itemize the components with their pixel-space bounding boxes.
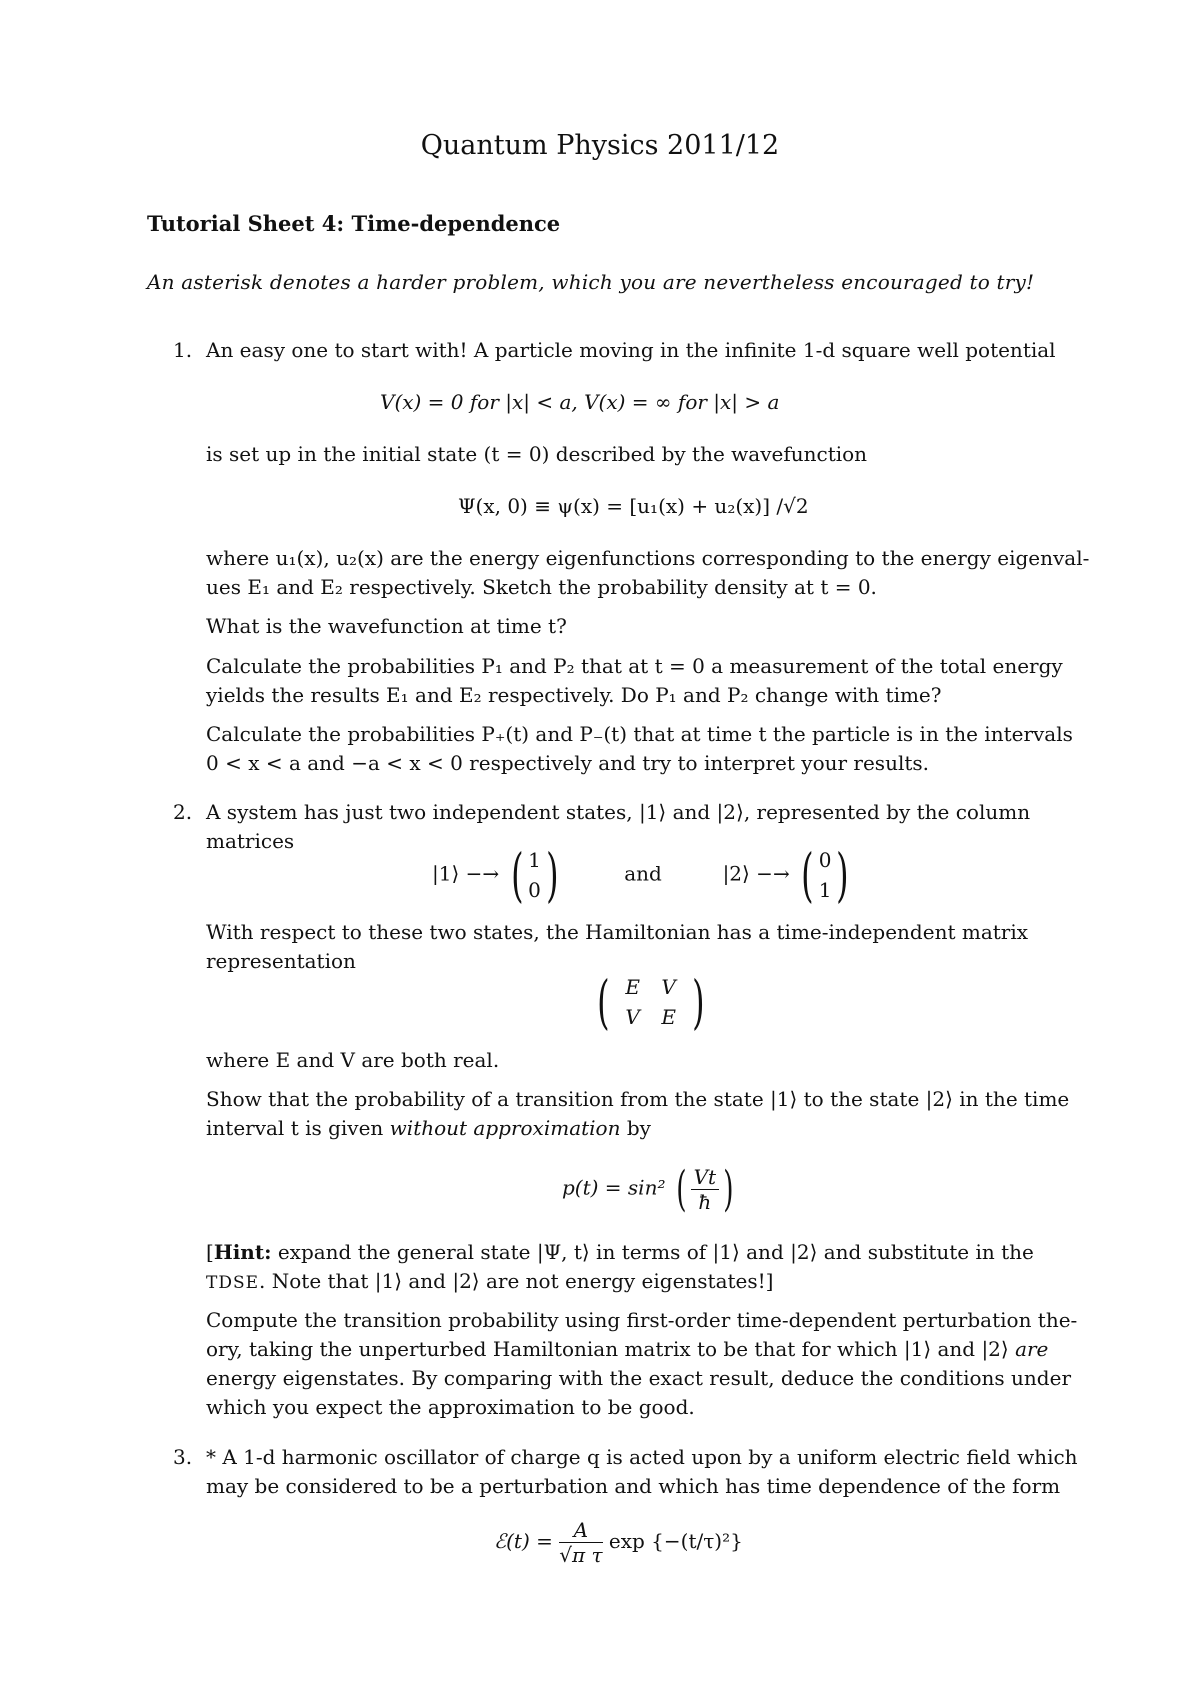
q1-line8: Calculate the probabilities P₊(t) and P₋(t) that at time t the particle is in the intervals [206,722,1073,746]
q1-line1: An easy one to start with! A particle moving in the infinite 1-d square well potential [206,338,1056,362]
vec1-bottom: 0 [528,878,541,902]
vec2-right-paren: ) [836,841,849,909]
q1-line9: 0 < x < a and −a < x < 0 respectively and try to interpret your results. [206,751,929,775]
m12: V [661,975,676,999]
p-lhs: p(t) = sin² [562,1175,666,1200]
hamiltonian-matrix [592,968,709,1036]
q2-line8: Compute the transition probability using first-order time-dependent perturbation the- [206,1308,1078,1332]
q2-line6: Show that the probability of a transition from the state |1⟩ to the state |2⟩ in the time [206,1087,1070,1111]
vec1-right-paren: ) [545,841,559,909]
q2-line7 [206,1116,651,1140]
q1-potential-equation: V(x) = 0 for |x| < a, V(x) = ∞ for |x| > a [380,390,780,414]
e-numerator: A [559,1518,602,1543]
sheet-subtitle: Tutorial Sheet 4: Time-dependence [147,211,561,236]
p-right-paren: ) [723,1161,734,1217]
q2-line7-emphasis: without approximation [389,1116,621,1140]
q1-line3: where u₁(x), u₂(x) are the energy eigenfunctions corresponding to the energy eigenval- [206,546,1090,570]
q2-line2: matrices [206,829,295,853]
q2-line3: With respect to these two states, the Hamiltonian has a time-independent matrix [206,920,1029,944]
q3-line1: * A 1-d harmonic oscillator of charge q is acted upon by a uniform electric field which [206,1445,1078,1469]
page-title: Quantum Physics 2011/12 [420,130,780,161]
q2-line5: where E and V are both real. [206,1048,500,1072]
q1-line7: yields the results E₁ and E₂ respectively. Do P₁ and P₂ change with time? [206,683,942,707]
p-numerator: Vt [691,1165,719,1190]
p-left-paren: ( [676,1161,687,1217]
matrix-body [615,972,687,1032]
q2-hint-line1 [206,1240,1034,1264]
q2-column-matrices [432,841,854,909]
e-rhs: exp {−(t/τ)²} [608,1529,743,1553]
transition-probability-equation [562,1160,738,1218]
q1-wavefunction-equation: Ψ(x, 0) ≡ ψ(x) = [u₁(x) + u₂(x)] /√2 [458,494,809,518]
e-denominator: √π τ [559,1543,603,1567]
q3-number: 3. [173,1445,193,1469]
ket1-label: |1⟩ −→ [432,861,500,886]
q2-line9 [206,1337,1048,1361]
electric-field-equation [494,1518,743,1567]
hint-text: expand the general state |Ψ, t⟩ in terms of |1⟩ and |2⟩ and substitute in the [271,1240,1034,1264]
q1-number: 1. [173,338,193,362]
matrix-right-paren: ) [691,968,705,1036]
q2-line1: A system has just two independent states, |1⟩ and |2⟩, represented by the column [206,800,1031,824]
q3-line2: may be considered to be a perturbation and which has time dependence of the form [206,1474,1061,1498]
q2-line10: energy eigenstates. By comparing with the exact result, deduce the conditions under [206,1366,1071,1390]
q2-line4: representation [206,949,356,973]
ket2-label: |2⟩ −→ [722,861,790,886]
hint-open-bracket: [ [206,1240,214,1264]
and-label: and [624,861,662,886]
vec1-top: 1 [528,848,541,872]
q2-line9a: ory, taking the unperturbed Hamiltonian matrix to be that for which |1⟩ and |2⟩ [206,1337,1016,1361]
q2-number: 2. [173,800,193,824]
vec2-bottom: 1 [818,878,832,902]
vec2 [819,845,832,905]
q1-line6: Calculate the probabilities P₁ and P₂ that at t = 0 a measurement of the total energy [206,654,1063,678]
vec1 [528,845,541,905]
vec1-left-paren: ( [510,841,524,909]
q1-line4: ues E₁ and E₂ respectively. Sketch the probability density at t = 0. [206,575,877,599]
q2-line9-emphasis: are [1015,1337,1049,1361]
e-fraction [559,1518,602,1567]
m21: V [625,1005,640,1029]
intro-note: An asterisk denotes a harder problem, which you are nevertheless encouraged to try! [147,270,1035,294]
hint-tdse: TDSE [206,1273,260,1293]
m11: E [625,975,640,999]
hint-text2: . Note that |1⟩ and |2⟩ are not energy eigenstates!] [259,1269,774,1293]
q2-line11: which you expect the approximation to be good. [206,1395,695,1419]
q2-line7c: by [620,1116,651,1140]
e-lhs: ℰ(t) = [494,1529,553,1553]
hint-label: Hint: [213,1240,272,1264]
q2-hint-line2 [206,1269,773,1293]
p-fraction [691,1165,719,1214]
q2-line7a: interval t is given [206,1116,390,1140]
vec2-left-paren: ( [801,841,814,909]
vec2-top: 0 [818,848,832,872]
m22: E [661,1005,676,1029]
matrix-left-paren: ( [597,968,610,1036]
p-denominator: ħ [698,1189,712,1214]
q1-line5: What is the wavefunction at time t? [206,614,567,638]
q1-line2: is set up in the initial state (t = 0) described by the wavefunction [206,442,868,466]
